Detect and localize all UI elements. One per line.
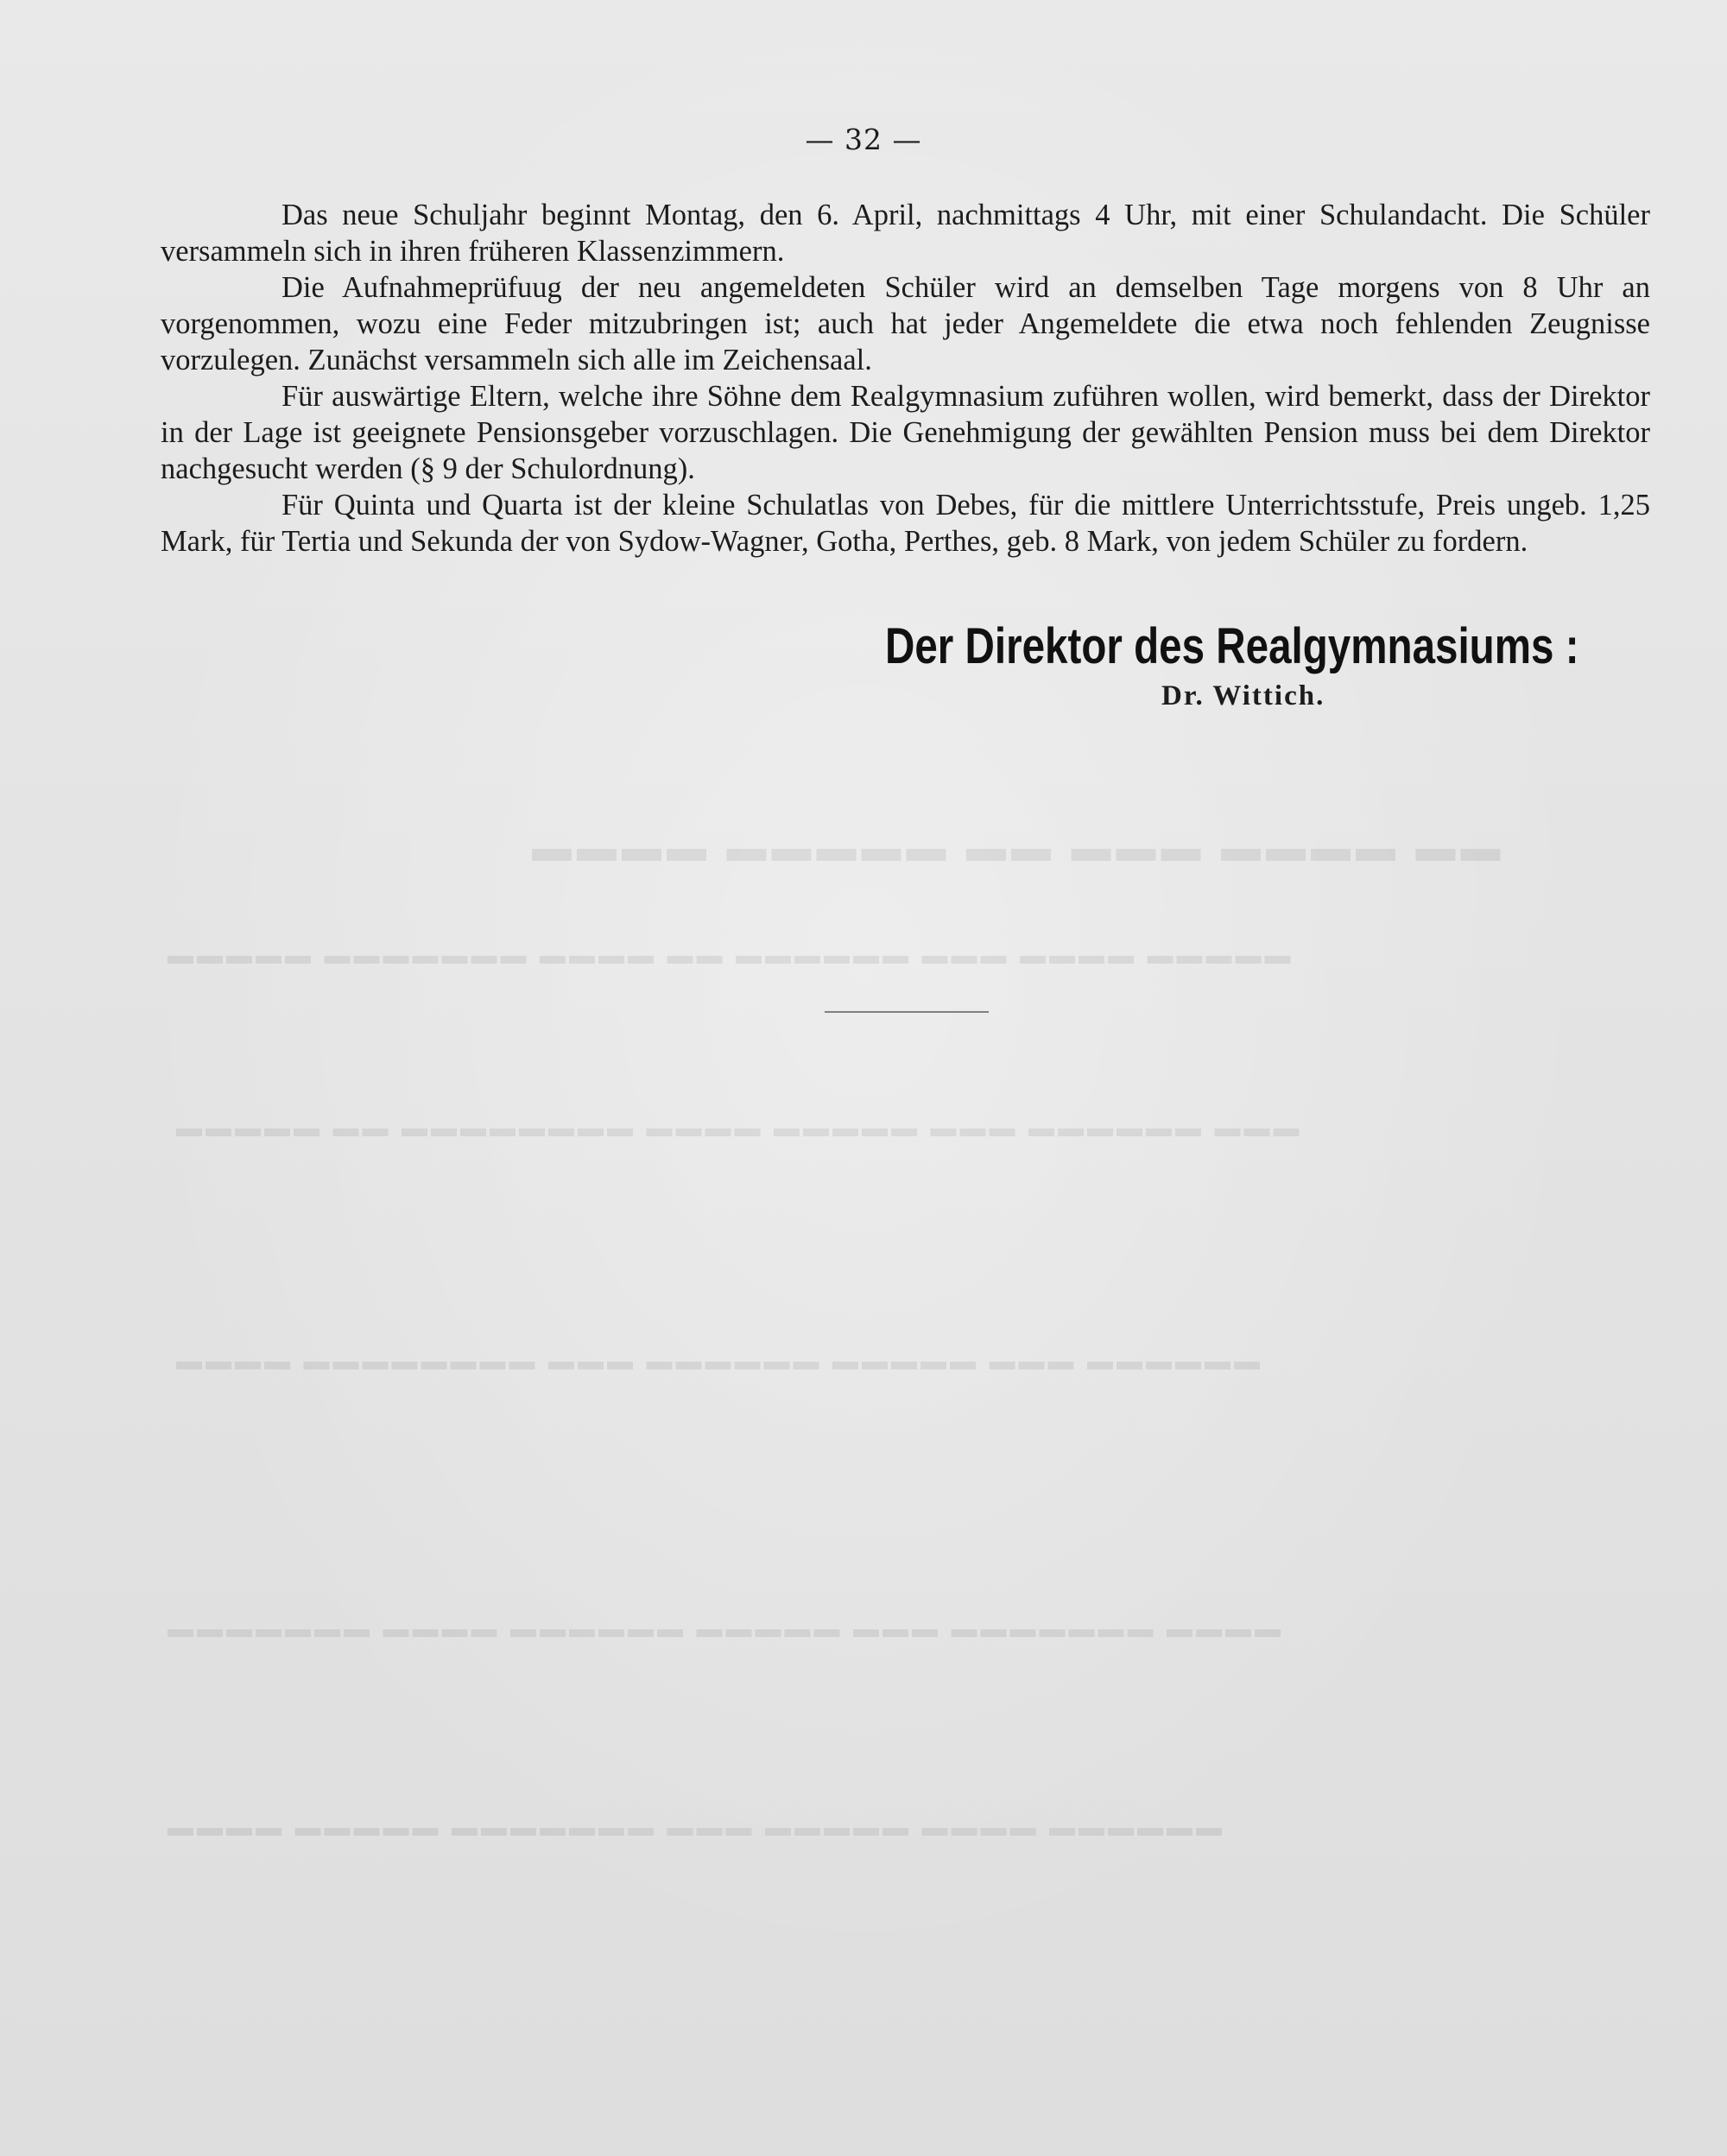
body-text bbox=[161, 197, 1650, 560]
separator-rule bbox=[825, 1011, 989, 1013]
paragraph: Für auswärtige Eltern, welche ihre Söhne dem Realgymnasium zuführen wollen, wird bemerkt, dass der Direktor in der Lage ist geeignete Pensionsgeber vorzuschlagen. Die Genehmigung der gewählten Pension muss bei dem Direktor nachgesucht werden (§ 9 der Schulordnung). bbox=[161, 380, 1650, 485]
page-number: — 32 — bbox=[805, 123, 922, 156]
bleed-through-decoration: ▬▬▬▬▬▬ ▬▬▬ ▬▬▬▬▬ ▬▬▬▬▬▬ ▬▬▬ ▬▬▬▬▬▬▬▬ ▬▬▬▬ bbox=[173, 1347, 1260, 1375]
bleed-through-decoration: ▬▬ ▬▬▬▬ ▬▬▬ ▬▬ ▬▬▬▬▬ ▬▬▬▬ bbox=[527, 825, 1501, 869]
paragraph: Für Quinta und Quarta ist der kleine Schulatlas von Debes, für die mittlere Unterrichtsstufe, Preis ungeb. 1,25 Mark, für Tertia und Sekunda der von Sydow-Wagner, Gotha, Perthes, geb. 8 Mark, von jedem Schüler zu fordern. bbox=[161, 489, 1650, 558]
paragraph: Das neue Schuljahr beginnt Montag, den 6. April, nachmittags 4 Uhr, mit einer Schulandacht. Die Schüler versammeln sich in ihren früheren Klassenzimmern. bbox=[161, 199, 1650, 268]
bleed-through-decoration: ▬▬▬ ▬▬▬▬▬▬ ▬▬▬ ▬▬▬▬▬ ▬▬▬▬ ▬▬▬▬▬▬▬▬ ▬▬ ▬▬▬▬▬ bbox=[173, 1114, 1300, 1142]
paragraph: Die Aufnahmeprüfuug der neu angemeldeten Schüler wird an demselben Tage morgens von 8 Uhr an vorgenommen, wozu eine Feder mitzubringen ist; auch hat jeder Angemeldete die etwa noch fehlenden Zeugnisse vorzulegen. Zunächst versammeln sich alle im Zeichensaal. bbox=[161, 271, 1650, 376]
bleed-through-decoration: ▬▬▬▬▬ ▬▬▬▬ ▬▬▬ ▬▬▬▬▬▬ ▬▬ ▬▬▬▬ ▬▬▬▬▬▬▬ ▬▬▬▬▬ bbox=[164, 941, 1291, 970]
signature-title: Der Direktor des Realgymnasiums : bbox=[885, 618, 1579, 674]
bleed-through-decoration: ▬▬▬▬▬▬ ▬▬▬▬ ▬▬▬▬▬ ▬▬▬ ▬▬▬▬▬▬▬ ▬▬▬▬▬ ▬▬▬▬ bbox=[164, 1813, 1222, 1842]
signature-name: Dr. Wittich. bbox=[1161, 680, 1325, 711]
bleed-through-decoration: ▬▬▬▬ ▬▬▬▬▬▬▬ ▬▬▬ ▬▬▬▬▬ ▬▬▬▬▬▬ ▬▬▬▬ ▬▬▬▬▬▬▬ bbox=[164, 1615, 1281, 1643]
